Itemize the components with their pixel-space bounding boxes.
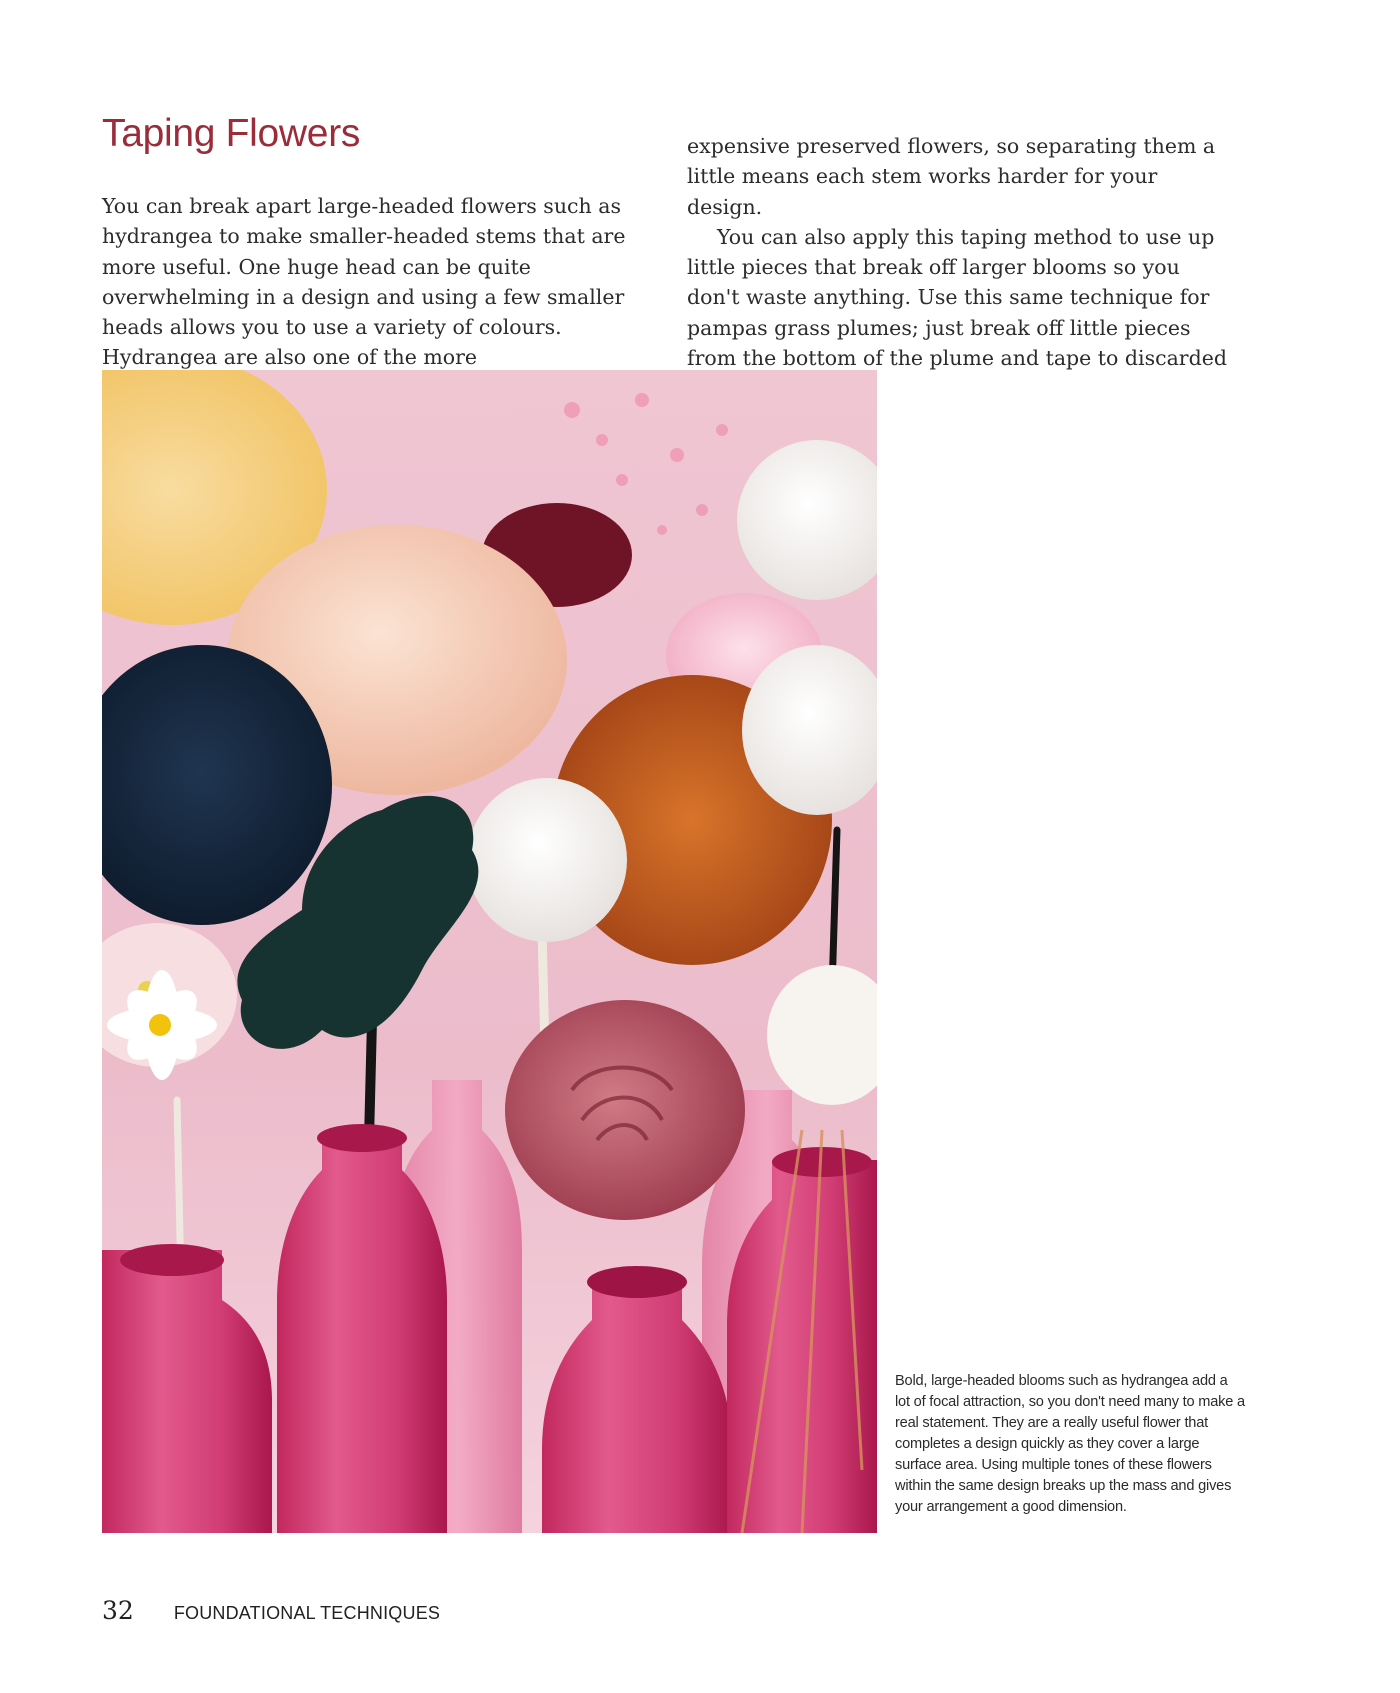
body-paragraph: You can break apart large-headed flowers such as hydrangea to make smaller-headed stems that are more useful. One huge head can be quite overwhelming in a design and using a few smaller heads allows you to use a variety of colours. Hydrangea are also one of the more bbox=[102, 194, 626, 370]
page-number: 32 bbox=[102, 1596, 134, 1625]
text-column-left bbox=[102, 191, 642, 373]
page-heading: Taping Flowers bbox=[102, 112, 361, 155]
body-paragraph: expensive preserved flowers, so separating them a little means each stem works harder for your design. bbox=[687, 134, 1216, 219]
flower-photo bbox=[102, 370, 877, 1533]
photo-caption: Bold, large-headed blooms such as hydrangea add a lot of focal attraction, so you don't need many to make a real statement. They are a really useful flower that completes a design quickly as they cover a large surface area. Using multiple tones of these flowers within the same design breaks up the mass and gives your arrangement a good dimension. bbox=[895, 1373, 1245, 1515]
text-column-right bbox=[687, 131, 1232, 404]
section-name: FOUNDATIONAL TECHNIQUES bbox=[173, 1603, 441, 1623]
page-footer bbox=[102, 1596, 440, 1636]
body-paragraph: You can also apply this taping method to use up little pieces that break off larger blooms so you don't waste anything. Use this same technique for pampas grass plumes; just break off little pieces from the bottom of the plume and tape to discarded bbox=[687, 224, 1227, 371]
